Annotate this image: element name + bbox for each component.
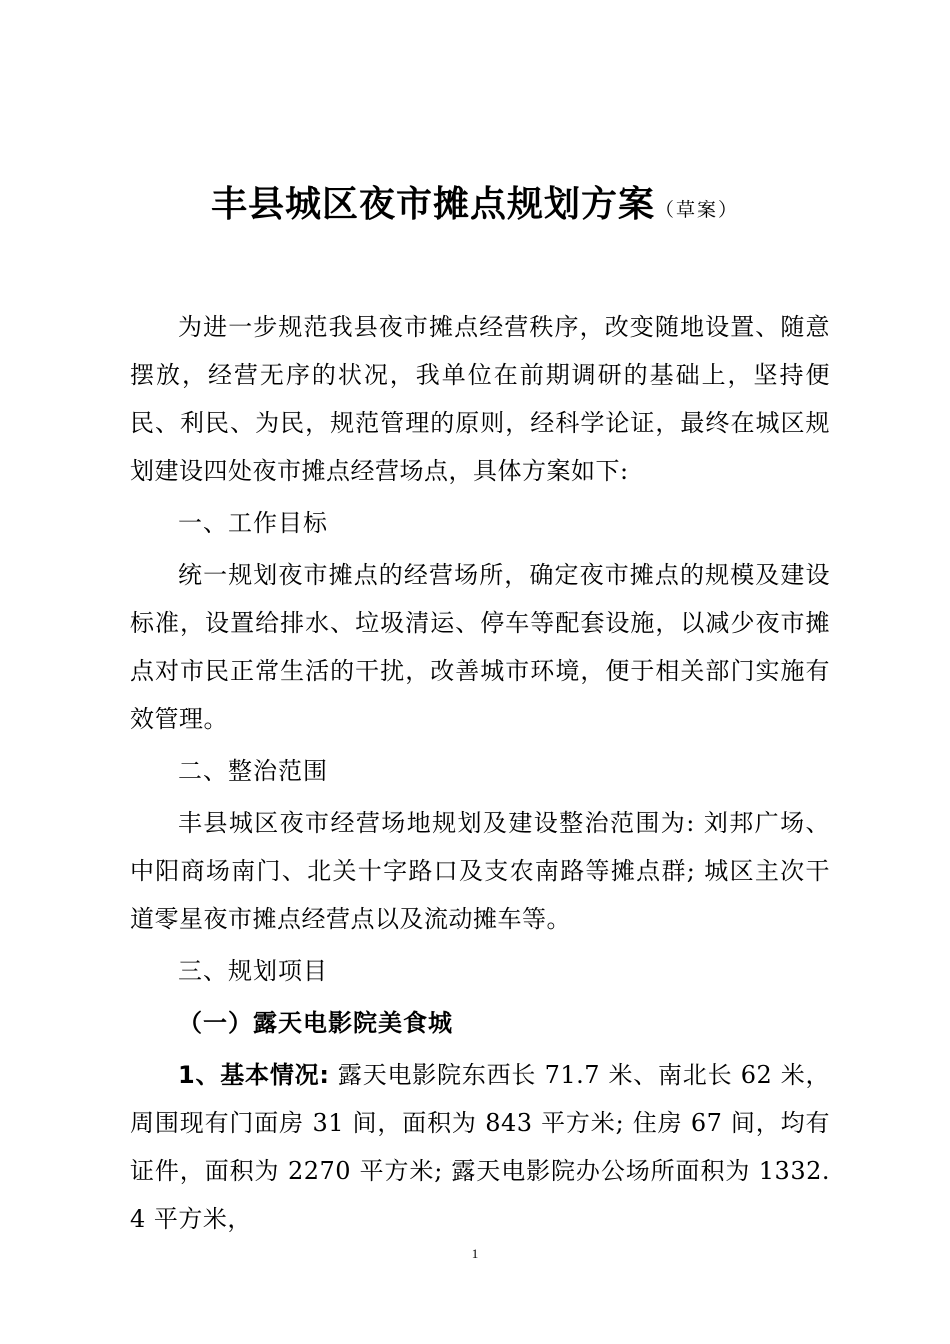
intro-paragraph: 为进一步规范我县夜市摊点经营秩序，改变随地设置、随意摆放，经营无序的状况，我单位在前期调研的基础上，坚持便民、利民、为民，规范管理的原则，经科学论证，最终在城区规划建设四处夜市摊点经营场点，具体方案如下:	[130, 313, 830, 485]
section-3-heading: 三、规划项目	[178, 957, 328, 985]
subsection-1-item-1	[130, 1051, 830, 1243]
section-1-body: 统一规划夜市摊点的经营场所，确定夜市摊点的规模及建设标准，设置给排水、垃圾清运、停车等配套设施，以减少夜市摊点对市民正常生活的干扰，改善城市环境，便于相关部门实施有效管理。	[130, 561, 830, 733]
item-1-lead: 1、基本情况:	[178, 1061, 330, 1089]
document-title-note: （草案）	[655, 199, 740, 221]
section-2-body: 丰县城区夜市经营场地规划及建设整治范围为: 刘邦广场、中阳商场南门、北关十字路口及支农南路等摊点群; 城区主次干道零星夜市摊点经营点以及流动摊车等。	[130, 809, 830, 933]
item-1-body: 露天电影院东西长 71.7 米、南北长 62 米，周围现有门面房 31 间，面积为 843 平方米; 住房 67 间，均有证件，面积为 2270 平方米; 露天电影院办公场所面积为 1332.4 平方米，	[130, 1061, 830, 1233]
section-2-heading: 二、整治范围	[178, 757, 328, 785]
document-body	[130, 303, 830, 1243]
title-block	[0, 176, 950, 227]
page-number: 1	[471, 1246, 479, 1261]
document-title: 丰县城区夜市摊点规划方案	[210, 184, 655, 225]
subsection-1-heading: （一）露天电影院美食城	[178, 1009, 453, 1037]
section-1-heading: 一、工作目标	[178, 509, 328, 537]
